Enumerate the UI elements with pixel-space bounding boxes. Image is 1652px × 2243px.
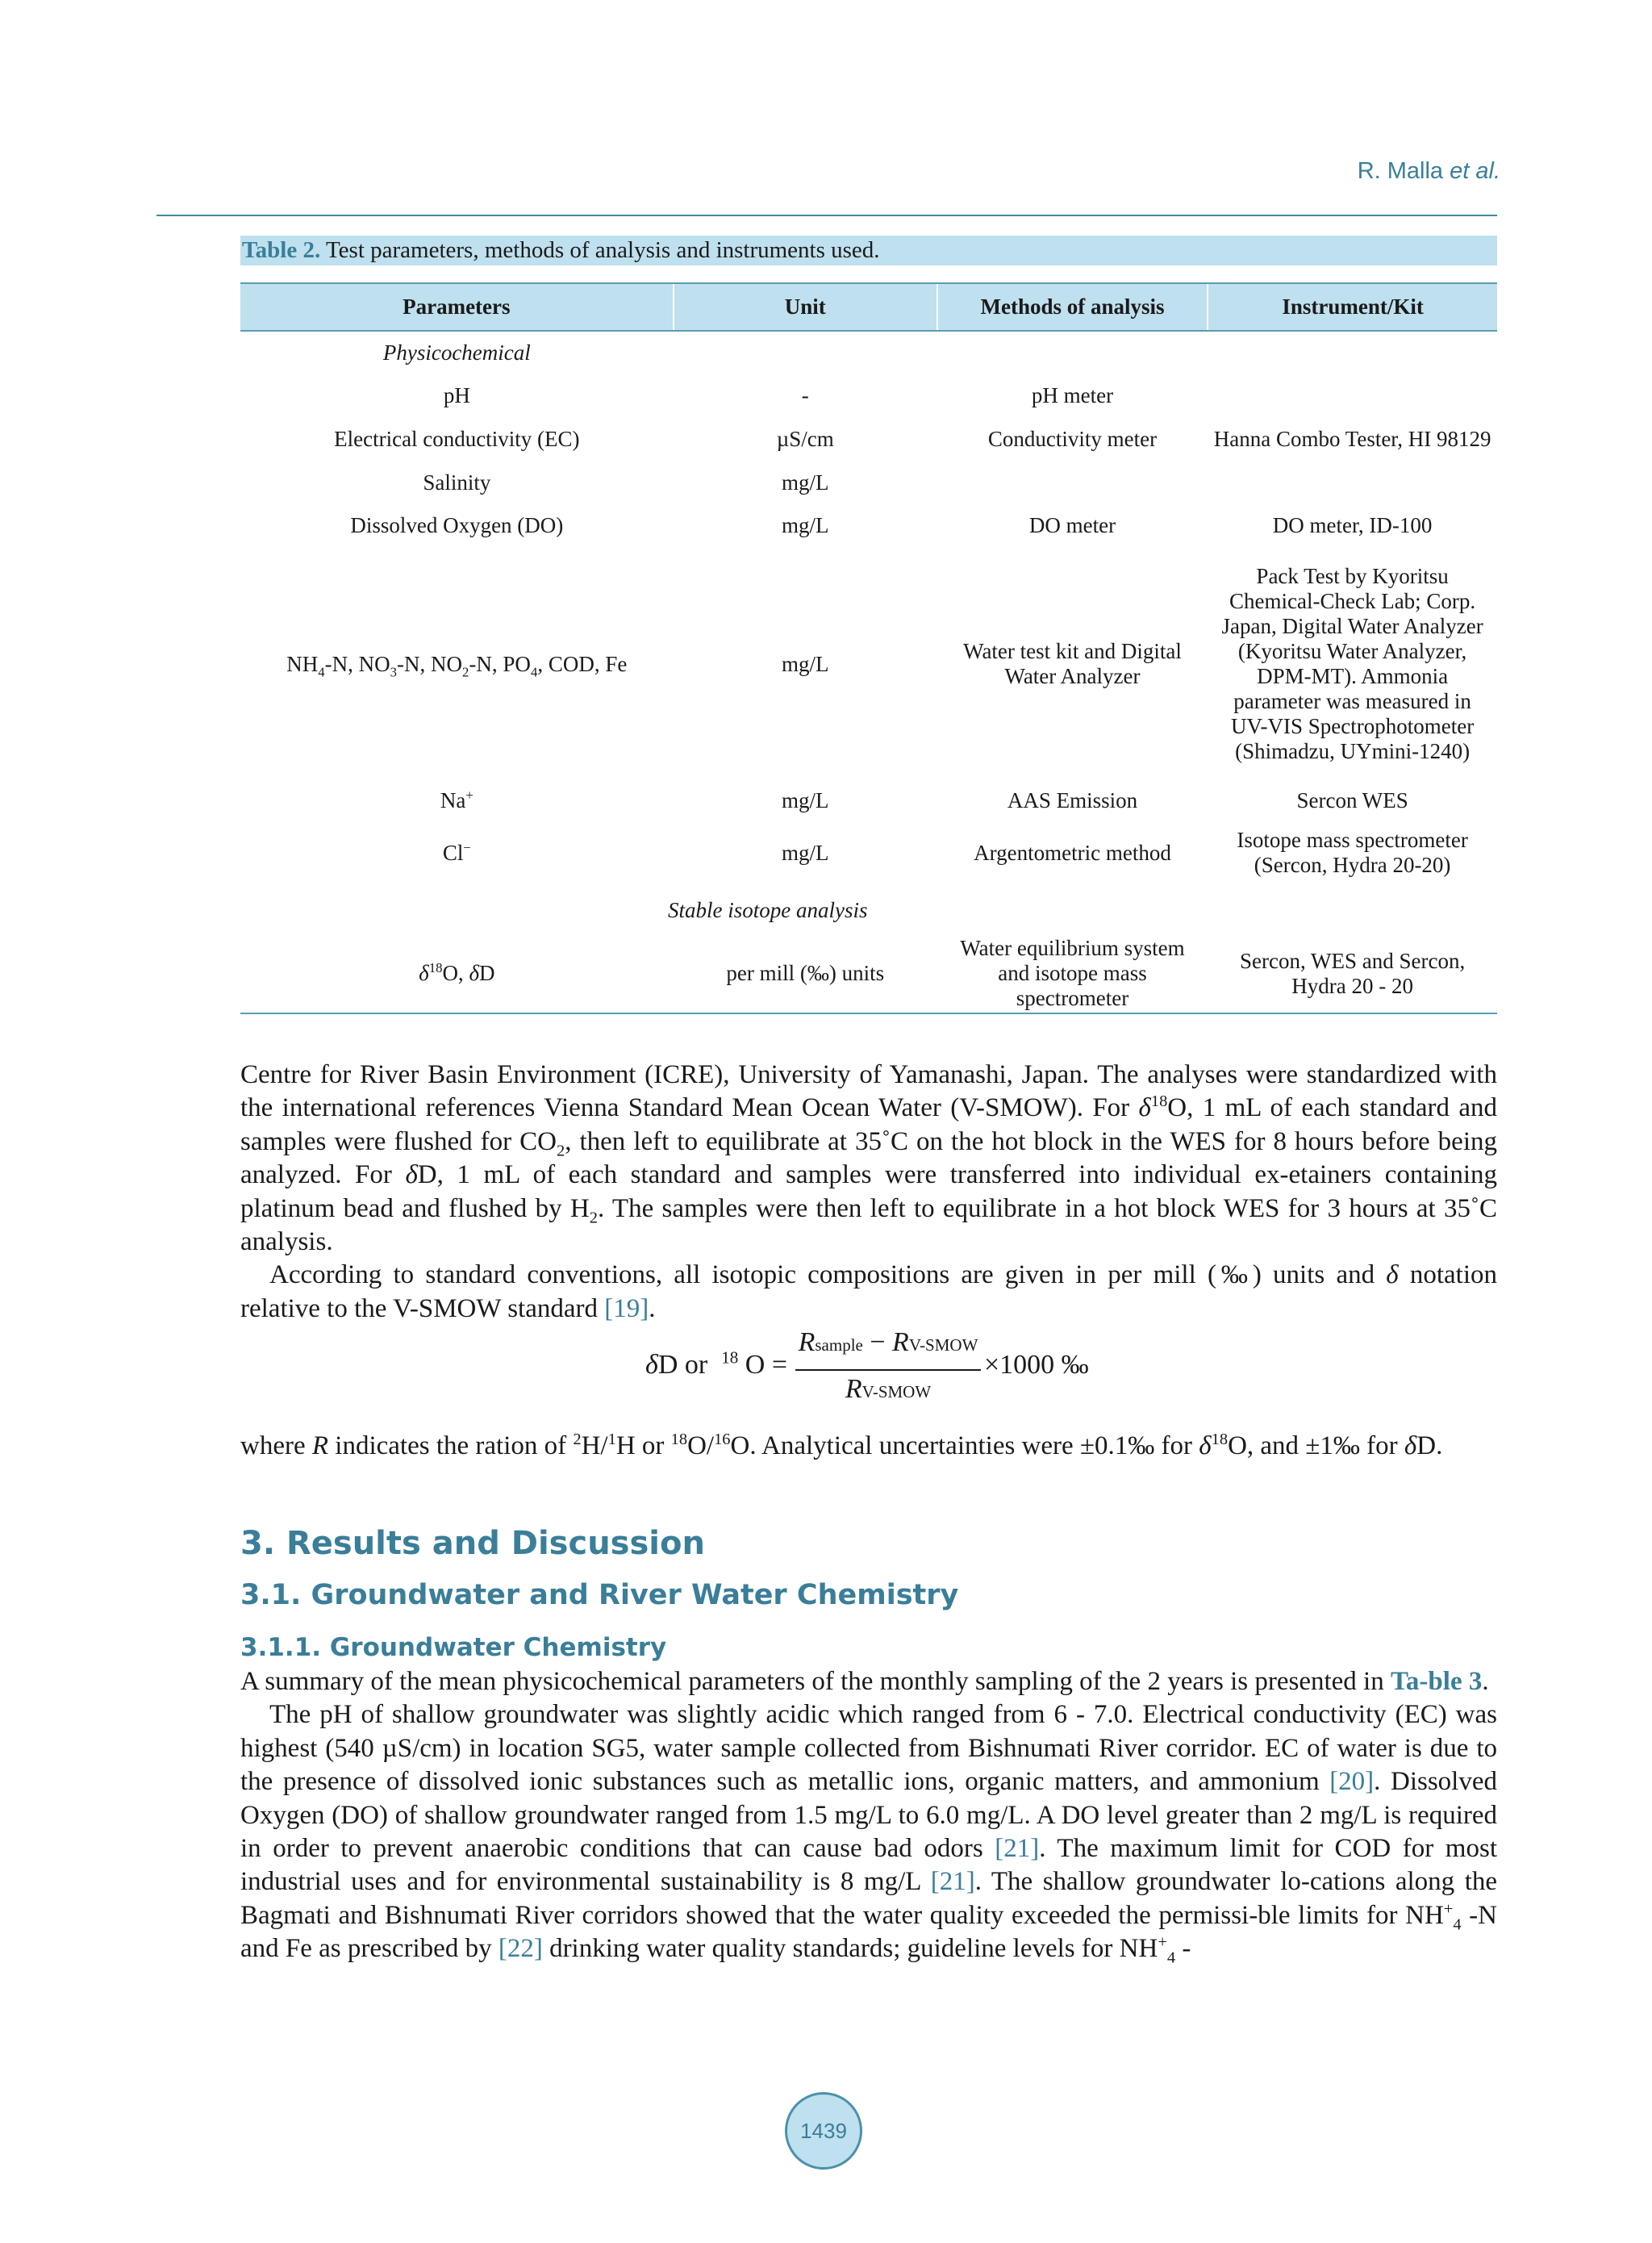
- table-row: [240, 781, 1497, 820]
- header-parameters: Parameters: [240, 283, 674, 331]
- reference-link[interactable]: [21]: [930, 1867, 975, 1897]
- header-rule: [156, 215, 1497, 216]
- cell-param: Cl−: [442, 839, 471, 865]
- cell-instrument: Pack Test by Kyoritsu Chemical-Check Lab; Corp. Japan, Digital Water Analyzer (Kyoritsu Water Analyzer, DPM-MT). Ammonia parameter was measured in UV-VIS Spectrophotometer (Shimadzu, UYmini-1240): [1221, 564, 1483, 763]
- parameters-table: [240, 282, 1497, 1014]
- table-section-row: [240, 886, 1497, 934]
- reference-link[interactable]: [19]: [604, 1293, 649, 1323]
- cell-method: Water equilibrium system and isotope mass spectrometer: [937, 934, 1208, 1013]
- cell-instrument: Sercon WES: [1296, 787, 1408, 812]
- subsection-heading: 3.1. Groundwater and River Water Chemistry: [240, 1579, 959, 1611]
- subsubsection-heading: 3.1.1. Groundwater Chemistry: [240, 1633, 667, 1662]
- header-methods: Methods of analysis: [937, 283, 1208, 331]
- table-row: [240, 820, 1497, 886]
- cell-param: Electrical conductivity (EC): [334, 426, 580, 451]
- header-unit: Unit: [674, 283, 937, 331]
- cell-param: pH: [443, 382, 470, 407]
- cell-unit: mg/L: [781, 651, 829, 676]
- table-row: [240, 374, 1497, 417]
- cell-unit: mg/L: [781, 787, 829, 812]
- paragraph-uncertainty: where R indicates the ration of $^2$H/$^1$H or $^{18}$O/$^{16}$O. Analytical uncertainties were ±0.1‰ for $\delta^{18}O$, and ±1‰ for δD.: [240, 1431, 1443, 1460]
- paragraph-results: The pH of shallow groundwater was slightly acidic which ranged from 6 - 7.0. Electrical conductivity (EC) was highest (540 µS/cm) in location SG5, water sample collected from Bishnumati River corridor. EC of water is due to the presence of dissolved ionic substances such as metallic ions, organic matters, and ammonium [20]. Dissolved Oxygen (DO) of shallow groundwater ranged from 1.5 mg/L to 6.0 mg/L. A DO level greater than 2 mg/L is required in order to prevent anaerobic conditions that can cause bad odors [21]. The maximum limit for COD for most industrial uses and for environmental sustainability is 8 mg/L [21]. The shallow groundwater lo-cations along the Bagmati and Bishnumati River corridors showed that the water quality exceeded the permissi-ble limits for $NH^+_4$ -N and Fe as prescribed by [22] drinking water quality standards; guideline levels for $NH^+_4$ -: [240, 1700, 1498, 1967]
- paragraph-summary: A summary of the mean physicochemical parameters of the monthly sampling of the 2 years is presented in Ta-ble 3.: [240, 1667, 1489, 1696]
- cell-param: $\delta^{18}O$, δD: [240, 934, 674, 1013]
- cell-instrument: Sercon, WES and Sercon, Hydra 20 - 20: [1208, 934, 1497, 1013]
- table-section-row: [240, 331, 1497, 374]
- table-label: Table 2.: [242, 237, 321, 263]
- cell-instrument: DO meter, ID-100: [1272, 513, 1433, 537]
- table-row: [240, 504, 1497, 547]
- reference-link[interactable]: [20]: [1329, 1767, 1375, 1797]
- cell-unit: mg/L: [781, 513, 829, 537]
- section-heading: 3. Results and Discussion: [240, 1525, 705, 1562]
- cell-unit: -: [801, 382, 809, 407]
- reference-link[interactable]: [21]: [995, 1834, 1040, 1864]
- cell-instrument: Isotope mass spectrometer (Sercon, Hydra 20-20): [1237, 828, 1468, 877]
- paragraph-conventions: According to standard conventions, all isotopic compositions are given in per mill (‰) units and δ notation relative to the V-SMOW standard [19].: [240, 1260, 1497, 1323]
- paragraph-methods: Centre for River Basin Environment (ICRE), University of Yamanashi, Japan. The analyses were standardized with the international references Vienna Standard Mean Ocean Water (V-SMOW). For $\delta^{18}O$, 1 mL of each standard and samples were flushed for $CO_2$, then left to equilibrate at 35˚C on the hot block in the WES for 8 hours before being analyzed. For δD, 1 mL of each standard and samples were transferred into individual ex-etainers containing platinum bead and flushed by $H_2$. The samples were then left to equilibrate in a hot block WES for 3 hours at 35˚C analysis.: [240, 1060, 1497, 1257]
- cell-method: Conductivity meter: [987, 426, 1158, 451]
- running-header-author: R. Malla et al.: [1357, 158, 1500, 184]
- table-caption: [240, 236, 1497, 265]
- section-isotope: Stable isotope analysis: [668, 897, 868, 922]
- section-physicochemical: Physicochemical: [382, 340, 531, 365]
- table-reference-link[interactable]: Ta-ble 3: [1390, 1667, 1483, 1696]
- cell-unit: mg/L: [781, 470, 829, 495]
- cell-method: DO meter: [1028, 513, 1116, 537]
- cell-param: Salinity: [423, 470, 491, 495]
- body-paragraphs-3: [240, 1665, 1497, 1966]
- cell-unit: µS/cm: [776, 426, 834, 451]
- cell-method: Argentometric method: [974, 840, 1171, 865]
- cell-param: Na+: [440, 787, 473, 812]
- table-caption-text: Test parameters, methods of analysis and instruments used.: [325, 237, 880, 263]
- table-row: [240, 547, 1497, 781]
- table-header-row: [240, 283, 1497, 331]
- body-paragraphs-2: [240, 1430, 1497, 1463]
- reference-link[interactable]: [22]: [498, 1934, 543, 1964]
- cell-param: Dissolved Oxygen (DO): [350, 513, 564, 537]
- page-number: 1439: [785, 2092, 862, 2170]
- cell-method: Water test kit and Digital Water Analyzer: [963, 639, 1182, 688]
- body-paragraphs-1: [240, 1059, 1497, 1326]
- cell-unit: per mill (‰) units: [674, 934, 937, 1013]
- cell-instrument: Hanna Combo Tester, HI 98129: [1213, 426, 1491, 451]
- cell-method: AAS Emission: [1007, 787, 1138, 812]
- cell-method: pH meter: [1031, 382, 1114, 407]
- table-row: [240, 934, 1497, 1013]
- header-instrument: Instrument/Kit: [1208, 283, 1497, 331]
- cell-unit: mg/L: [781, 840, 829, 865]
- cell-param: $NH_4-N$, $NO_3-N$, $NO_2-N$, $PO_4$, COD, Fe: [286, 651, 628, 679]
